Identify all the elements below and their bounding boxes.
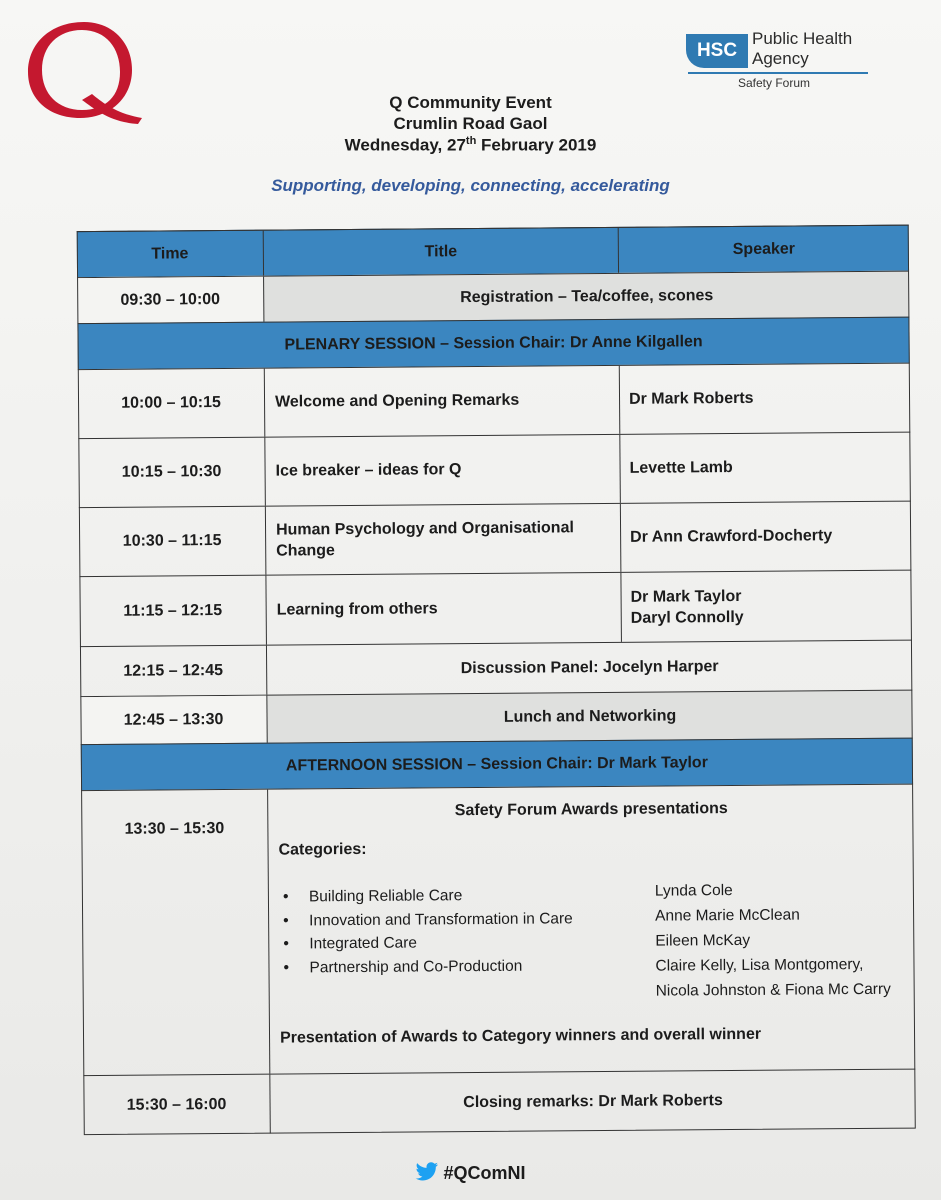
closing-title: Closing remarks: Dr Mark Roberts	[269, 1070, 915, 1134]
nominee-name: Eileen McKay	[655, 931, 751, 950]
list-item: • Innovation and Transformation in Care	[283, 907, 573, 933]
awards-cell	[267, 785, 915, 1074]
closing-time: 15:30 – 16:00	[126, 1095, 227, 1114]
table-header-row	[77, 225, 909, 278]
row-time: 10:30 – 11:15	[122, 532, 222, 550]
nominee-name: Claire Kelly, Lisa Montgomery,	[655, 955, 864, 975]
nominee-name: Nicola Johnston & Fiona Mc Carry	[655, 980, 891, 1000]
row-title: Learning from others	[265, 573, 621, 645]
hsc-badge: HSC	[686, 34, 748, 68]
list-item: • Building Reliable Care	[283, 883, 573, 909]
row-title: Human Psychology and Organisational Change	[265, 504, 621, 575]
row-title: Ice breaker – ideas for Q	[264, 435, 620, 506]
categories-label: Categories:	[278, 840, 367, 859]
awards-presentation: Presentation of Awards to Category winners and overall winner	[279, 1025, 762, 1047]
event-title: Q Community Event	[389, 93, 552, 112]
table-row-awards	[81, 784, 915, 1076]
afternoon-session-row	[81, 738, 913, 791]
header-speaker: Speaker	[618, 226, 909, 273]
table-row-closing	[83, 1069, 915, 1136]
header-time: Time	[151, 244, 189, 263]
panel-title: Discussion Panel: Jocelyn Harper	[266, 641, 912, 695]
row-speaker: Dr Mark Roberts	[619, 364, 911, 434]
nominee-name: Anne Marie McClean	[655, 906, 800, 925]
table-row	[78, 432, 911, 508]
row-speaker: Dr Ann Crawford-Docherty	[620, 502, 912, 572]
lunch-title: Lunch and Networking	[266, 691, 912, 743]
plenary-session-row	[77, 317, 909, 370]
header-title: Title	[263, 228, 618, 276]
awards-time: 13:30 – 15:30	[124, 820, 225, 838]
lunch-time: 12:45 – 13:30	[80, 696, 266, 744]
row-time: 10:00 – 10:15	[121, 394, 221, 412]
speaker-name: Daryl Connolly	[630, 608, 744, 627]
row-time: 10:15 – 10:30	[121, 463, 222, 481]
hsc-name-line1: Public Health	[752, 29, 853, 48]
table-row	[78, 363, 911, 439]
speaker-name: Dr Mark Taylor	[630, 587, 742, 606]
row-title: Welcome and Opening Remarks	[264, 366, 620, 437]
categories-list	[283, 883, 573, 979]
event-venue: Crumlin Road Gaol	[393, 114, 548, 133]
awards-title: Safety Forum Awards presentations	[454, 800, 728, 820]
plenary-session-label: PLENARY SESSION – Session Chair: Dr Anne Kilgallen	[284, 332, 703, 354]
table-row-lunch	[80, 690, 912, 745]
afternoon-session-label: AFTERNOON SESSION – Session Chair: Dr Mark Taylor	[285, 753, 708, 775]
row-time: 11:15 – 12:15	[123, 601, 223, 620]
panel-time: 12:15 – 12:45	[123, 661, 224, 680]
registration-time: 09:30 – 10:00	[77, 277, 263, 323]
event-date: Wednesday, 27th February 2019	[344, 135, 597, 155]
hsc-name-line2: Agency	[752, 49, 809, 68]
row-speaker	[620, 571, 912, 642]
list-item: • Integrated Care	[283, 930, 573, 956]
table-row	[79, 501, 912, 577]
row-speaker: Levette Lamb	[619, 433, 911, 503]
table-row-panel	[80, 640, 912, 697]
hsc-subtitle: Safety Forum	[738, 76, 811, 90]
registration-title: Registration – Tea/coffee, scones	[263, 272, 909, 322]
table-row-registration	[77, 271, 909, 324]
table-row	[79, 570, 912, 647]
nominee-names	[655, 877, 891, 1004]
hashtag-text: #QComNI	[443, 1163, 526, 1183]
footer-hashtag	[0, 1162, 941, 1184]
twitter-bird-icon	[415, 1162, 439, 1182]
nominee-name: Lynda Cole	[654, 882, 733, 900]
list-item: • Partnership and Co-Production	[283, 954, 573, 980]
event-tagline: Supporting, developing, connecting, accelerating	[271, 176, 670, 195]
